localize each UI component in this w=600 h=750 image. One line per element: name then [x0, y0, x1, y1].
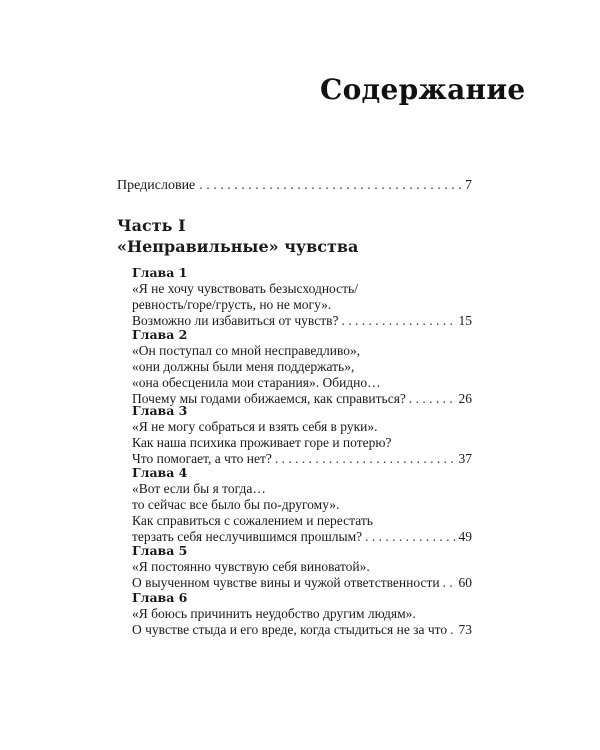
chapter-line: «Я боюсь причинить неудобство другим людям».	[132, 606, 416, 621]
chapter-title: Глава 6	[132, 590, 188, 605]
chapter-title: Глава 4	[132, 465, 188, 480]
chapter-page: 49	[458, 529, 472, 544]
toc-entry-preface[interactable]	[117, 178, 472, 194]
dot-leader	[450, 622, 455, 638]
chapter-line: терзать себя неслучившимся прошлым?	[132, 529, 363, 544]
chapter-line: «Я не хочу чувствовать безысходность/	[132, 281, 358, 296]
chapter-line: то сейчас все было бы по-другому».	[132, 497, 340, 512]
chapter-line: Что помогает, а что нет?	[132, 451, 272, 466]
toc-chapter-5[interactable]	[132, 543, 472, 591]
part-title: «Неправильные» чувства	[117, 237, 359, 256]
dot-leader	[199, 178, 461, 194]
chapter-page: 73	[458, 622, 472, 637]
chapter-line: Возможно ли избавиться от чувств?	[132, 313, 339, 328]
toc-chapter-6[interactable]	[132, 590, 472, 638]
chapter-line: «Он поступал со мной несправедливо»,	[132, 343, 361, 358]
page-title: Содержание	[320, 73, 526, 106]
chapter-line: «Я не могу собраться и взять себя в руки».	[132, 419, 378, 434]
chapter-line: «Я постоянно чувствую себя виноватой».	[132, 559, 370, 574]
chapter-line: О чувстве стыда и его вреде, когда стыдиться не за что	[132, 622, 448, 637]
chapter-title: Глава 5	[132, 543, 188, 558]
toc-entry-page: 7	[465, 178, 472, 193]
chapter-page: 60	[458, 575, 472, 590]
chapter-line: «они должны были меня поддержать»,	[132, 359, 355, 374]
part-heading	[117, 215, 358, 257]
chapter-line: Как наша психика проживает горе и потерю?	[132, 435, 392, 450]
chapter-title: Глава 1	[132, 265, 188, 280]
chapter-line: ревность/горе/грусть, но не могу».	[132, 297, 332, 312]
toc-chapter-4[interactable]	[132, 465, 472, 545]
toc-chapter-1[interactable]	[132, 265, 472, 329]
chapter-page: 37	[458, 451, 472, 466]
chapter-line: Как справиться с сожалением и перестать	[132, 513, 373, 528]
chapter-page: 26	[458, 391, 472, 406]
chapter-line: «Вот если бы я тогда…	[132, 481, 266, 496]
chapter-line: О выученном чувстве вины и чужой ответственности	[132, 575, 440, 590]
toc-chapter-3[interactable]	[132, 403, 472, 467]
toc-entry-label: Предисловие	[117, 178, 196, 193]
chapter-last-line	[132, 575, 472, 591]
chapter-title: Глава 2	[132, 327, 188, 342]
chapter-line: «она обесценила мои старания». Обидно…	[132, 375, 381, 390]
part-number: Часть I	[117, 216, 186, 235]
chapter-title: Глава 3	[132, 403, 188, 418]
chapter-line: Почему мы годами обижаемся, как справиться?	[132, 391, 406, 406]
chapter-page: 15	[458, 313, 472, 328]
dot-leader	[443, 575, 456, 591]
toc-chapter-2[interactable]	[132, 327, 472, 407]
chapter-last-line	[132, 622, 472, 638]
